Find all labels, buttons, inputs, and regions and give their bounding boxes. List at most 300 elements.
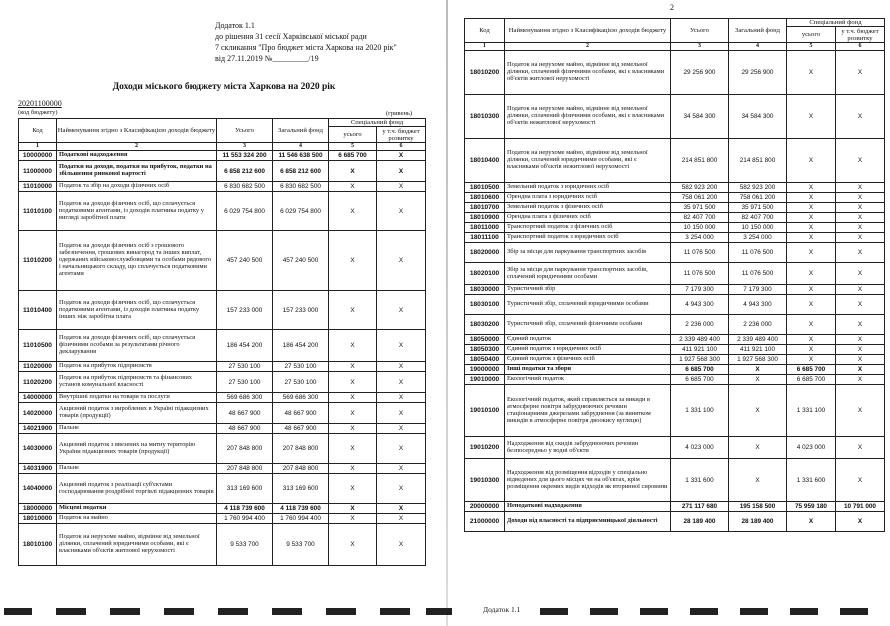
table-row: [19, 504, 426, 514]
row-name: Податок на прибуток підприємств: [57, 362, 217, 372]
row-code: 19010100: [465, 385, 505, 437]
row-total: 2 236 000: [671, 315, 729, 335]
table-row: [465, 375, 885, 385]
row-code: 19010300: [465, 459, 505, 502]
column-number: 2: [505, 43, 671, 51]
row-name: Податкові надходження: [57, 151, 217, 161]
row-total: 27 530 100: [217, 362, 273, 372]
row-special-fund: X: [329, 474, 377, 504]
row-special-fund: X: [787, 51, 836, 95]
annex-line-3: 7 скликання "Про бюджет міста Харкова на 2020 рік": [215, 43, 397, 52]
row-total: 569 686 300: [217, 393, 273, 403]
row-special-fund: 1 331 100: [787, 385, 836, 437]
annex-reference: [215, 20, 435, 64]
row-general-fund: 457 240 500: [273, 231, 329, 291]
row-code: 14031900: [19, 464, 57, 474]
row-special-fund: X: [329, 434, 377, 464]
row-general-fund: X: [729, 459, 787, 502]
row-development-budget: X: [836, 355, 885, 365]
column-number: 3: [217, 143, 273, 151]
row-total: 207 848 800: [217, 464, 273, 474]
row-total: 1 760 994 400: [217, 514, 273, 524]
row-general-fund: 11 546 638 500: [273, 151, 329, 161]
row-name: Надходження від скидів забруднюючих речовин безпосередньо у водні об'єкти: [505, 437, 671, 459]
scan-mark: [840, 608, 868, 615]
revenue-table-right: [464, 18, 885, 532]
row-total: 6 685 700: [671, 375, 729, 385]
row-code: 14020000: [19, 403, 57, 424]
scan-footer: [0, 598, 890, 626]
row-code: 18010600: [465, 193, 505, 203]
table-row: [465, 355, 885, 365]
row-general-fund: 157 233 000: [273, 291, 329, 330]
row-development-budget: X: [836, 512, 885, 532]
table-row: [465, 223, 885, 233]
row-general-fund: 3 254 000: [729, 233, 787, 243]
row-total: 2 339 489 400: [671, 335, 729, 345]
row-code: 14030000: [19, 434, 57, 464]
row-development-budget: X: [836, 213, 885, 223]
row-name: Внутрішні податки на товари та послуги: [57, 393, 217, 403]
row-code: 18030200: [465, 315, 505, 335]
row-general-fund: 2 339 489 400: [729, 335, 787, 345]
row-special-fund: X: [787, 345, 836, 355]
row-general-fund: 48 667 900: [273, 424, 329, 434]
row-code: 11000000: [19, 161, 57, 182]
row-name: Податок на майно: [57, 514, 217, 524]
row-special-fund: X: [329, 524, 377, 566]
row-general-fund: 2 236 000: [729, 315, 787, 335]
column-number: 1: [465, 43, 505, 51]
row-development-budget: X: [377, 330, 426, 362]
row-development-budget: X: [836, 193, 885, 203]
currency-note: (гривень): [386, 110, 413, 117]
row-code: 18020000: [465, 243, 505, 263]
row-code: 11010000: [19, 182, 57, 192]
scan-mark: [640, 608, 668, 615]
row-development-budget: X: [377, 192, 426, 231]
row-total: 35 971 500: [671, 203, 729, 213]
row-general-fund: 10 150 000: [729, 223, 787, 233]
row-general-fund: 11 076 500: [729, 263, 787, 285]
row-special-fund: X: [787, 285, 836, 295]
row-general-fund: 27 530 100: [273, 372, 329, 393]
row-development-budget: X: [377, 474, 426, 504]
row-development-budget: X: [836, 365, 885, 375]
row-general-fund: X: [729, 437, 787, 459]
row-special-fund: X: [329, 231, 377, 291]
row-code: 18030100: [465, 295, 505, 315]
annex-line-1: Додаток 1.1: [215, 21, 255, 30]
column-number: 4: [273, 143, 329, 151]
header-name: Найменування згідно з Класифікацією доходів бюджету: [505, 19, 671, 43]
row-development-budget: X: [836, 437, 885, 459]
row-special-fund: X: [329, 291, 377, 330]
row-name: Транспортний податок з фізичних осіб: [505, 223, 671, 233]
table-row: [465, 459, 885, 502]
row-general-fund: 9 533 700: [273, 524, 329, 566]
table-row: [19, 393, 426, 403]
table-row: [465, 365, 885, 375]
row-development-budget: X: [836, 335, 885, 345]
row-name: Податок на нерухоме майно, відмінне від земельної ділянки, сплачений юридичними особами, які є власниками об'єктів житлової нерухомості: [57, 524, 217, 566]
row-special-fund: X: [329, 504, 377, 514]
row-total: 1 331 600: [671, 459, 729, 502]
table-row: [465, 233, 885, 243]
row-code: 11010200: [19, 231, 57, 291]
row-general-fund: 411 921 100: [729, 345, 787, 355]
row-name: Місцеві податки: [57, 504, 217, 514]
column-number: 3: [671, 43, 729, 51]
scan-mark: [380, 608, 410, 615]
row-code: 18050400: [465, 355, 505, 365]
row-code: 18010700: [465, 203, 505, 213]
row-special-fund: X: [329, 161, 377, 182]
header-general-fund: Загальний фонд: [729, 19, 787, 43]
row-general-fund: X: [729, 385, 787, 437]
row-name: Пальне: [57, 464, 217, 474]
row-name: Податок на нерухоме майно, відмінне від земельної ділянки, сплачений фізичними особами, які є власниками об'єктів нежитлової нерухомості: [505, 95, 671, 139]
row-total: 582 923 200: [671, 183, 729, 193]
row-special-fund: X: [329, 362, 377, 372]
column-number: 1: [19, 143, 57, 151]
row-development-budget: X: [836, 243, 885, 263]
row-name: Акцизний податок з реалізації суб'єктами господарювання роздрібної торгівлі підакцизних товарів: [57, 474, 217, 504]
row-code: 18010000: [19, 514, 57, 524]
row-special-fund: 4 023 000: [787, 437, 836, 459]
header-total: Усього: [217, 119, 273, 143]
row-total: 4 118 739 600: [217, 504, 273, 514]
column-number: 4: [729, 43, 787, 51]
table-row: [19, 514, 426, 524]
row-special-fund: 1 331 600: [787, 459, 836, 502]
row-code: 18010400: [465, 139, 505, 183]
row-name: Інші податки та збори: [505, 365, 671, 375]
table-row: [19, 330, 426, 362]
row-general-fund: 186 454 200: [273, 330, 329, 362]
row-code: 10000000: [19, 151, 57, 161]
table-row: [465, 51, 885, 95]
row-name: Туристичний збір: [505, 285, 671, 295]
row-name: Земельний податок з фізичних осіб: [505, 203, 671, 213]
scan-mark: [426, 608, 452, 615]
row-development-budget: X: [377, 524, 426, 566]
annex-line-2: до рішення 31 сесії Харківської міської ради: [215, 32, 367, 41]
row-code: 11010500: [19, 330, 57, 362]
table-row: [19, 161, 426, 182]
row-general-fund: 28 189 400: [729, 512, 787, 532]
row-special-fund: X: [787, 512, 836, 532]
row-name: Збір за місця для паркування транспортних засобів, сплачений юридичними особами: [505, 263, 671, 285]
row-special-fund: X: [329, 393, 377, 403]
row-development-budget: X: [377, 424, 426, 434]
table-row: [465, 243, 885, 263]
table-row: [465, 183, 885, 193]
row-special-fund: X: [787, 223, 836, 233]
row-general-fund: 758 061 200: [729, 193, 787, 203]
scan-mark: [164, 608, 194, 615]
row-code: 18010200: [465, 51, 505, 95]
row-total: 1 331 100: [671, 385, 729, 437]
row-general-fund: 29 256 900: [729, 51, 787, 95]
row-total: 4 943 300: [671, 295, 729, 315]
row-general-fund: 6 830 682 500: [273, 182, 329, 192]
row-total: 7 179 300: [671, 285, 729, 295]
row-name: Надходження від розміщення відходів у спеціально відведених для цього місцях чи на об'єктах, крім розміщення окремих видів відходів як вторинної сировини: [505, 459, 671, 502]
row-name: Податок на нерухоме майно, відмінне від земельної ділянки, сплачений юридичними особами, які є власниками об'єктів нежитлової нерухомості: [505, 139, 671, 183]
scan-mark: [110, 608, 140, 615]
row-development-budget: X: [377, 231, 426, 291]
row-development-budget: X: [836, 295, 885, 315]
header-code: Код: [19, 119, 57, 143]
row-code: 19010000: [465, 375, 505, 385]
row-total: 11 553 324 200: [217, 151, 273, 161]
header-special-total: усього: [787, 27, 836, 43]
row-name: Податок на доходи фізичних осіб, що сплачується фізичними особами за результатами річного декларування: [57, 330, 217, 362]
row-development-budget: X: [377, 403, 426, 424]
row-name: Податок на доходи фізичних осіб, що сплачується податковими агентами, із доходів платника податку інших ніж заробітна плата: [57, 291, 217, 330]
row-total: 758 061 200: [671, 193, 729, 203]
row-total: 271 117 680: [671, 502, 729, 512]
scan-mark: [590, 608, 618, 615]
header-special-development: у т.ч. бюджет розвитку: [377, 127, 426, 143]
row-total: 11 076 500: [671, 243, 729, 263]
row-development-budget: X: [836, 139, 885, 183]
row-general-fund: 7 179 300: [729, 285, 787, 295]
row-code: 18011000: [465, 223, 505, 233]
row-special-fund: X: [329, 403, 377, 424]
scan-mark: [272, 608, 302, 615]
right-page: [448, 0, 890, 626]
row-general-fund: 6 858 212 600: [273, 161, 329, 182]
row-special-fund: X: [787, 213, 836, 223]
row-total: 9 533 700: [217, 524, 273, 566]
row-special-fund: X: [787, 315, 836, 335]
row-special-fund: X: [787, 335, 836, 345]
row-code: 18000000: [19, 504, 57, 514]
row-development-budget: X: [377, 434, 426, 464]
row-development-budget: X: [377, 393, 426, 403]
row-code: 21000000: [465, 512, 505, 532]
row-name: Єдиний податок з юридичних осіб: [505, 345, 671, 355]
row-development-budget: X: [836, 95, 885, 139]
row-code: 14040000: [19, 474, 57, 504]
row-general-fund: 1 927 568 300: [729, 355, 787, 365]
row-special-fund: X: [787, 95, 836, 139]
row-total: 11 076 500: [671, 263, 729, 285]
table-row: [19, 291, 426, 330]
column-number: 5: [329, 143, 377, 151]
row-name: Туристичний збір, сплачений фізичними особами: [505, 315, 671, 335]
row-name: Податок та збір на доходи фізичних осіб: [57, 182, 217, 192]
column-number: 2: [57, 143, 217, 151]
row-development-budget: X: [377, 291, 426, 330]
row-code: 18010300: [465, 95, 505, 139]
row-code: 14000000: [19, 393, 57, 403]
table-row: [465, 502, 885, 512]
row-total: 214 851 800: [671, 139, 729, 183]
row-general-fund: 214 851 800: [729, 139, 787, 183]
table-row: [465, 437, 885, 459]
row-code: 18011100: [465, 233, 505, 243]
table-row: [465, 263, 885, 285]
table-row: [465, 295, 885, 315]
row-general-fund: 34 584 300: [729, 95, 787, 139]
row-name: Пальне: [57, 424, 217, 434]
row-code: 18010500: [465, 183, 505, 193]
row-development-budget: X: [377, 464, 426, 474]
page-number: 2: [670, 3, 674, 12]
budget-code-note: (код бюджету): [18, 109, 58, 116]
table-row: [465, 95, 885, 139]
row-special-fund: X: [329, 424, 377, 434]
document-title: Доходи міського бюджету міста Харкова на 2020 рік: [112, 82, 336, 92]
row-general-fund: 4 118 739 600: [273, 504, 329, 514]
row-development-budget: X: [836, 345, 885, 355]
row-development-budget: X: [836, 223, 885, 233]
row-general-fund: 207 848 800: [273, 464, 329, 474]
table-row: [465, 315, 885, 335]
row-name: Акцизний податок з вироблених в Україні підакцизних товарів (продукції): [57, 403, 217, 424]
row-total: 27 530 100: [217, 372, 273, 393]
row-special-fund: X: [787, 355, 836, 365]
row-name: Акцизний податок з ввезених на митну територію України підакцизних товарів (продукції): [57, 434, 217, 464]
row-code: 18010100: [19, 524, 57, 566]
table-row: [19, 192, 426, 231]
scan-mark: [326, 608, 356, 615]
row-general-fund: 11 076 500: [729, 243, 787, 263]
row-name: Транспортний податок з юридичних осіб: [505, 233, 671, 243]
table-row: [19, 424, 426, 434]
row-general-fund: 48 667 900: [273, 403, 329, 424]
row-code: 20000000: [465, 502, 505, 512]
table-row: [19, 474, 426, 504]
row-total: 457 240 500: [217, 231, 273, 291]
row-development-budget: X: [377, 151, 426, 161]
row-total: 6 858 212 600: [217, 161, 273, 182]
table-row: [19, 524, 426, 566]
budget-code: 20201100000: [18, 99, 62, 108]
row-code: 18030000: [465, 285, 505, 295]
row-total: 313 169 600: [217, 474, 273, 504]
table-row: [465, 385, 885, 437]
row-total: 3 254 000: [671, 233, 729, 243]
row-development-budget: X: [377, 372, 426, 393]
table-row: [465, 512, 885, 532]
row-general-fund: 4 943 300: [729, 295, 787, 315]
revenue-table-left: [18, 118, 426, 566]
row-special-fund: X: [329, 372, 377, 393]
row-total: 157 233 000: [217, 291, 273, 330]
row-name: Податки на доходи, податки на прибуток, податки на збільшення ринкової вартості: [57, 161, 217, 182]
row-special-fund: 75 959 180: [787, 502, 836, 512]
row-development-budget: X: [836, 375, 885, 385]
row-development-budget: X: [836, 263, 885, 285]
row-code: 14021900: [19, 424, 57, 434]
row-special-fund: X: [787, 263, 836, 285]
header-special-fund: Спеціальний фонд: [329, 119, 426, 127]
row-general-fund: 35 971 500: [729, 203, 787, 213]
row-development-budget: X: [836, 51, 885, 95]
row-name: Податок на прибуток підприємств та фінансових установ комунальної власності: [57, 372, 217, 393]
row-name: Збір за місця для паркування транспортних засобів: [505, 243, 671, 263]
row-special-fund: X: [329, 464, 377, 474]
header-special-total: усього: [329, 127, 377, 143]
row-name: Єдиний податок: [505, 335, 671, 345]
row-total: 186 454 200: [217, 330, 273, 362]
row-development-budget: X: [836, 385, 885, 437]
row-special-fund: X: [787, 295, 836, 315]
table-row: [19, 151, 426, 161]
table-row: [465, 213, 885, 223]
column-number: 6: [377, 143, 426, 151]
row-general-fund: 582 923 200: [729, 183, 787, 193]
scan-mark: [790, 608, 818, 615]
footer-annex-label: Додаток 1.1: [483, 605, 521, 614]
row-development-budget: X: [836, 203, 885, 213]
row-name: Орендна плата з фізичних осіб: [505, 213, 671, 223]
header-total: Усього: [671, 19, 729, 43]
row-code: 18020100: [465, 263, 505, 285]
row-general-fund: 207 848 800: [273, 434, 329, 464]
row-total: 48 667 900: [217, 403, 273, 424]
row-special-fund: X: [329, 192, 377, 231]
header-name: Найменування згідно з Класифікацією доходів бюджету: [57, 119, 217, 143]
row-code: 11010100: [19, 192, 57, 231]
row-code: 18010900: [465, 213, 505, 223]
row-special-fund: X: [329, 514, 377, 524]
scan-mark: [56, 608, 86, 615]
header-special-development: у т.ч. бюджет розвитку: [836, 27, 885, 43]
row-special-fund: X: [787, 193, 836, 203]
row-name: Єдиний податок з фізичних осіб: [505, 355, 671, 365]
row-name: Туристичний збір, сплачений юридичними особами: [505, 295, 671, 315]
row-general-fund: 569 686 300: [273, 393, 329, 403]
row-development-budget: X: [836, 315, 885, 335]
scan-mark: [690, 608, 718, 615]
table-row: [465, 345, 885, 355]
row-total: 28 189 400: [671, 512, 729, 532]
column-number: 6: [836, 43, 885, 51]
table-row: [465, 139, 885, 183]
row-total: 29 256 900: [671, 51, 729, 95]
row-general-fund: 27 530 100: [273, 362, 329, 372]
table-row: [19, 372, 426, 393]
table-row: [465, 335, 885, 345]
header-general-fund: Загальний фонд: [273, 119, 329, 143]
row-development-budget: X: [836, 459, 885, 502]
row-total: 6 029 754 800: [217, 192, 273, 231]
row-name: Податок на доходи фізичних осіб з грошового забезпечення, грошових винагород та інших виплат, одержаних військовослужбовцями та особами рядового і начальницького складу, що сплачується податковими агентами: [57, 231, 217, 291]
row-name: Неподаткові надходження: [505, 502, 671, 512]
row-code: 11020000: [19, 362, 57, 372]
row-special-fund: X: [787, 139, 836, 183]
row-total: 10 150 000: [671, 223, 729, 233]
row-total: 48 667 900: [217, 424, 273, 434]
row-general-fund: 195 158 500: [729, 502, 787, 512]
row-special-fund: X: [329, 182, 377, 192]
scan-mark: [4, 608, 32, 615]
row-special-fund: X: [329, 330, 377, 362]
row-special-fund: 6 685 700: [329, 151, 377, 161]
row-development-budget: X: [377, 161, 426, 182]
row-development-budget: X: [836, 285, 885, 295]
row-code: 18050000: [465, 335, 505, 345]
row-total: 411 921 100: [671, 345, 729, 355]
table-row: [465, 193, 885, 203]
column-number: 5: [787, 43, 836, 51]
row-code: 19000000: [465, 365, 505, 375]
